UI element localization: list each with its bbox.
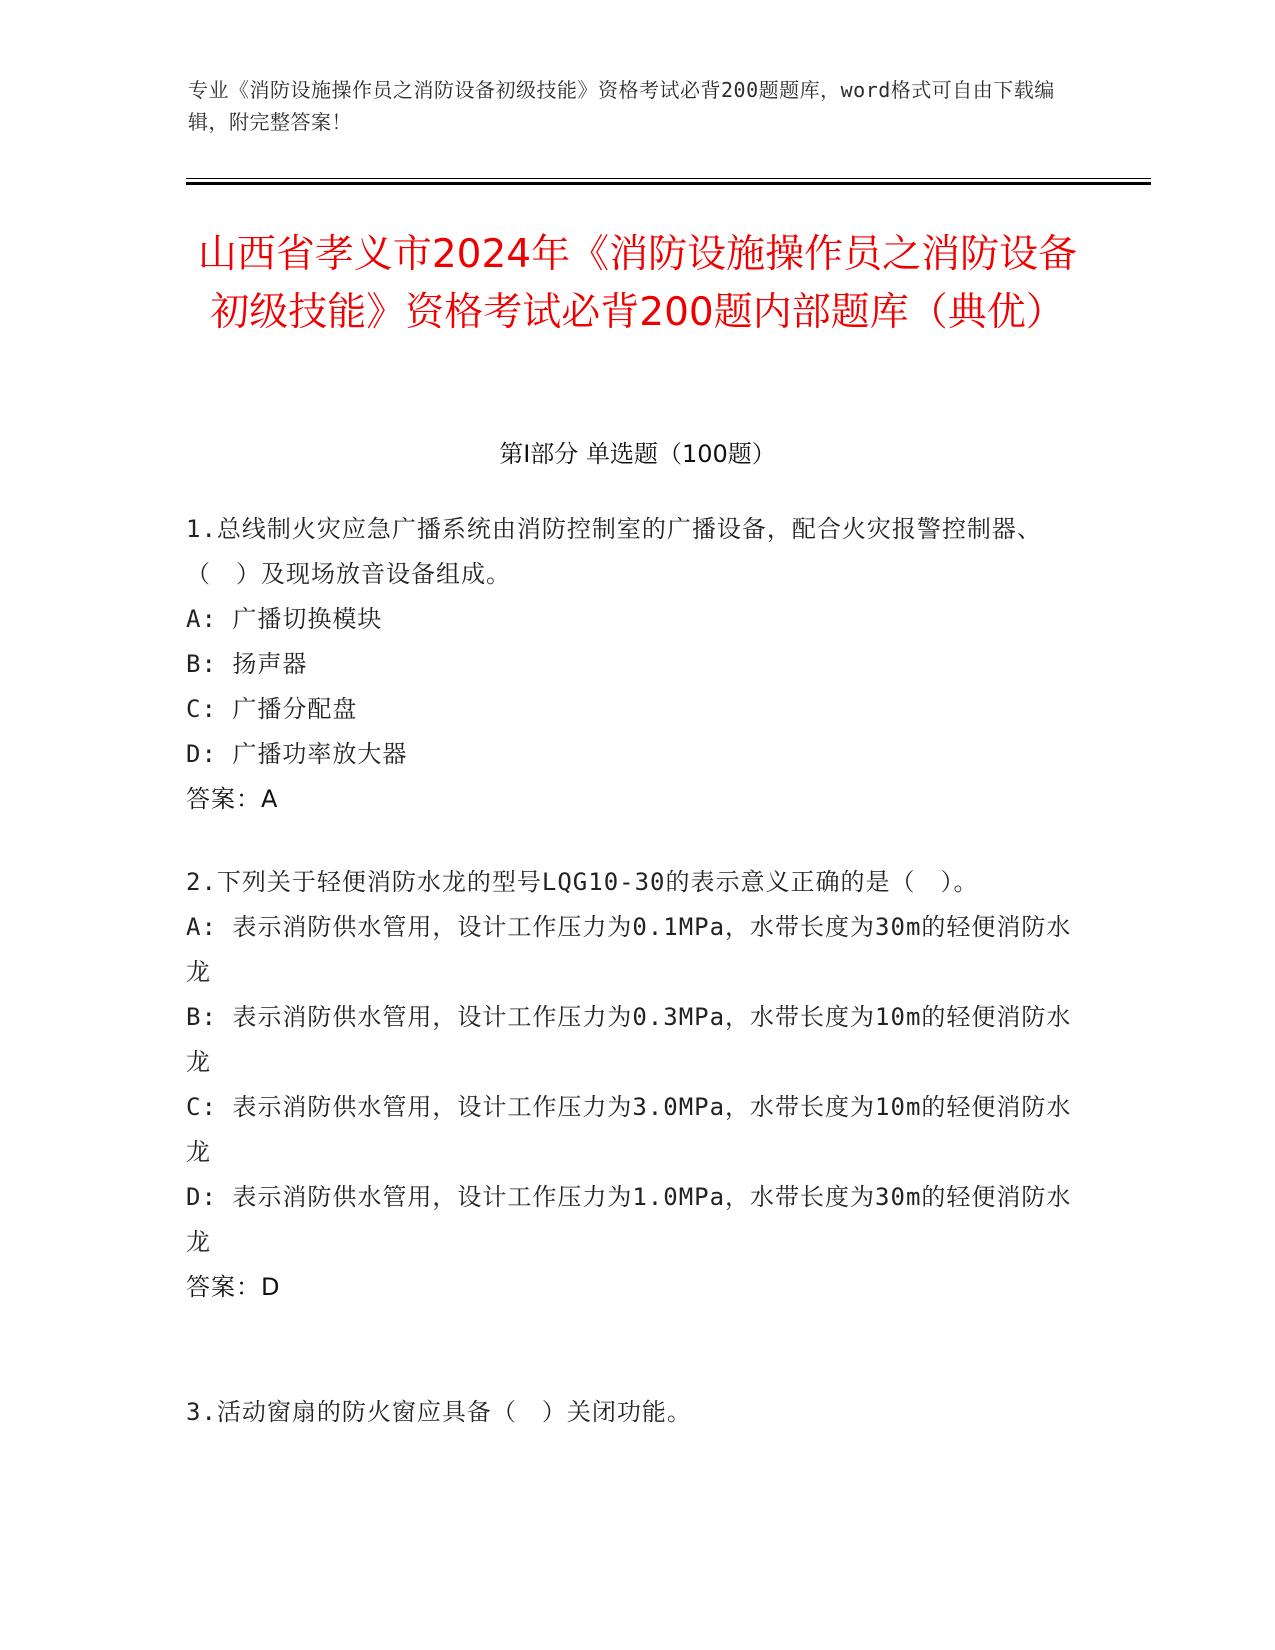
option-c: C: 广播分配盘 [186, 695, 358, 723]
answer: 答案：D [186, 1273, 281, 1301]
option-d: D: 表示消防供水管用，设计工作压力为1.0MPa，水带长度为30m的轻便消防水龙 [186, 1183, 1072, 1256]
section-heading: 第I部分 单选题（100题） [499, 440, 776, 468]
option-c: C: 表示消防供水管用，设计工作压力为3.0MPa，水带长度为10m的轻便消防水龙 [186, 1093, 1072, 1166]
question-1 [186, 507, 1086, 822]
option-b: B: 扬声器 [186, 650, 308, 678]
answer: 答案：A [186, 785, 279, 813]
question-2 [186, 860, 1086, 1310]
option-a: A: 广播切换模块 [186, 605, 383, 633]
option-a: A: 表示消防供水管用，设计工作压力为0.1MPa，水带长度为30m的轻便消防水龙 [186, 913, 1072, 986]
question-3 [186, 1390, 1086, 1435]
option-d: D: 广播功率放大器 [186, 740, 408, 768]
header-note: 专业《消防设施操作员之消防设备初级技能》资格考试必背200题题库，word格式可自由下载编辑，附完整答案！ [188, 78, 1055, 134]
question-stem: 2.下列关于轻便消防水龙的型号LQG10-30的表示意义正确的是（ ）。 [186, 868, 979, 896]
question-stem: 3.活动窗扇的防火窗应具备（ ）关闭功能。 [186, 1398, 692, 1426]
header-divider-thick [186, 182, 1151, 185]
option-b: B: 表示消防供水管用，设计工作压力为0.3MPa，水带长度为10m的轻便消防水龙 [186, 1003, 1072, 1076]
header-divider-thin [186, 178, 1151, 179]
question-stem: 1.总线制火灾应急广播系统由消防控制室的广播设备，配合火灾报警控制器、（ ）及现场放音设备组成。 [186, 515, 1042, 588]
document-title: 山西省孝义市2024年《消防设施操作员之消防设备初级技能》资格考试必背200题内部题库（典优） [197, 232, 1078, 335]
